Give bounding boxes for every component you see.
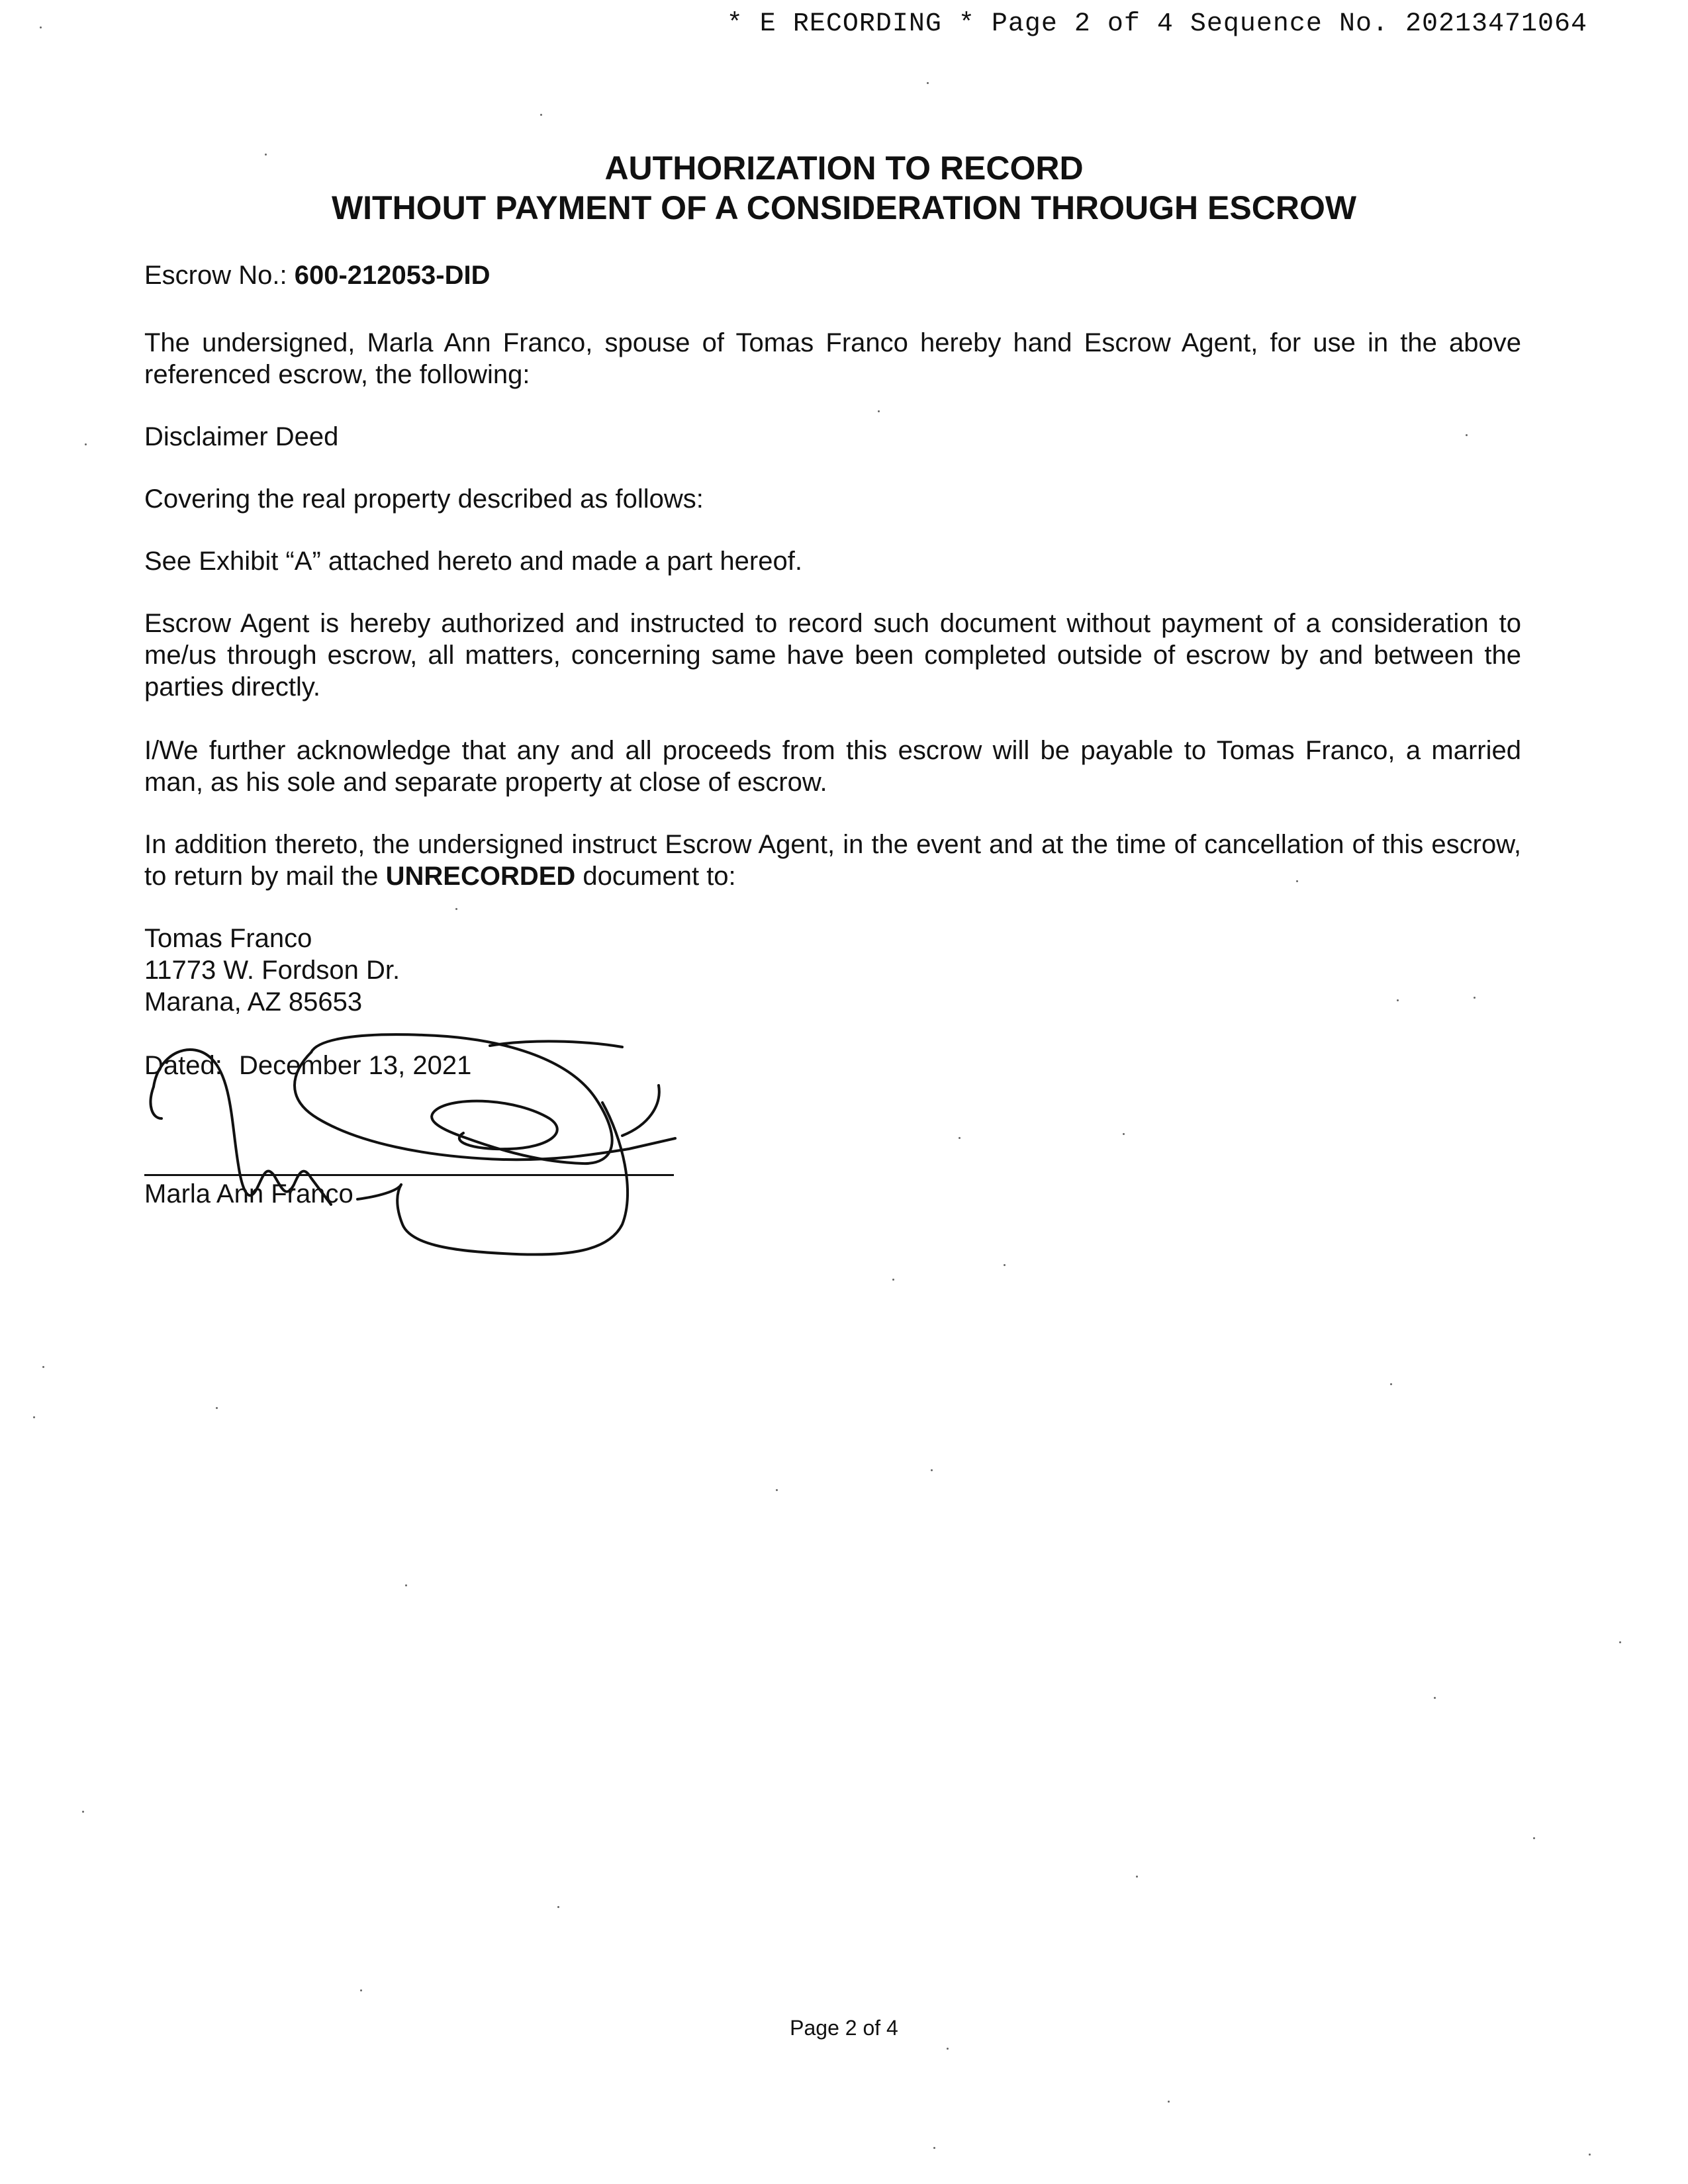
return-instructions-suffix: document to:: [575, 862, 736, 891]
exhibit-paragraph: See Exhibit “A” attached hereto and made a part hereof.: [144, 547, 802, 576]
scan-speck: [1533, 1837, 1535, 1839]
return-address-city: Marana, AZ 85653: [144, 987, 363, 1017]
scan-speck: [878, 410, 880, 412]
escrow-number-label: Escrow No.:: [144, 261, 287, 290]
scan-speck: [216, 1407, 218, 1409]
return-instructions-paragraph: [144, 829, 1521, 892]
scan-speck: [1390, 1383, 1392, 1385]
scan-speck: [1619, 1641, 1621, 1643]
return-instructions-prefix: In addition thereto, the undersigned instruct Escrow Agent, in the event and at the time of cancellation of this escrow, to return by mail the: [144, 830, 1521, 891]
scan-speck: [455, 908, 457, 910]
scan-speck: [540, 114, 542, 116]
return-address: [144, 923, 1521, 1018]
escrow-number-line: [144, 259, 1521, 291]
scan-speck: [82, 1811, 84, 1813]
scan-speck: [360, 1989, 362, 1991]
scan-speck: [959, 1137, 961, 1139]
document-title-line-1: AUTHORIZATION TO RECORD: [604, 150, 1084, 187]
scan-speck: [1296, 880, 1298, 882]
dated-value: December 13, 2021: [238, 1051, 472, 1080]
scan-speck: [776, 1489, 778, 1491]
intro-paragraph: The undersigned, Marla Ann Franco, spouse of Tomas Franco hereby hand Escrow Agent, for use in the above referenced escrow, the following:: [144, 328, 1521, 389]
scan-speck: [931, 1469, 933, 1471]
covering-paragraph: Covering the real property described as follows:: [144, 484, 704, 514]
scan-speck: [33, 1416, 35, 1418]
escrow-number-value: 600-212053-DID: [294, 261, 491, 290]
scan-speck: [892, 1279, 894, 1281]
unrecorded-emphasis: UNRECORDED: [385, 862, 576, 891]
return-address-street: 11773 W. Fordson Dr.: [144, 956, 400, 985]
scan-speck: [85, 443, 87, 445]
scan-speck: [1589, 2154, 1591, 2156]
scan-speck: [265, 154, 267, 156]
scan-speck: [42, 1366, 44, 1368]
scan-speck: [1123, 1133, 1125, 1135]
dated-label: Dated:: [144, 1051, 222, 1080]
scan-speck: [933, 2147, 935, 2149]
scan-speck: [40, 26, 42, 28]
scan-speck: [405, 1584, 407, 1586]
return-address-name: Tomas Franco: [144, 924, 312, 953]
signer-name: Marla Ann Franco: [144, 1179, 353, 1208]
scan-speck: [1168, 2101, 1170, 2103]
dated-line: [144, 1050, 1521, 1081]
scan-speck: [1397, 999, 1399, 1001]
scan-speck: [947, 2048, 949, 2050]
scan-speck: [1004, 1264, 1006, 1266]
scan-speck: [927, 82, 929, 84]
document-type: Disclaimer Deed: [144, 422, 339, 451]
recording-header: * E RECORDING * Page 2 of 4 Sequence No. 20213471064: [726, 9, 1587, 39]
scan-speck: [1136, 1876, 1138, 1878]
document-title-line-2: WITHOUT PAYMENT OF A CONSIDERATION THROUGH ESCROW: [331, 189, 1357, 226]
authorization-paragraph: Escrow Agent is hereby authorized and instructed to record such document without payment of a consideration to me/us through escrow, all matters, concerning same have been completed outside of escrow by and between the parties directly.: [144, 609, 1521, 702]
signature-line: [144, 1174, 674, 1176]
proceeds-paragraph: I/We further acknowledge that any and all proceeds from this escrow will be payable to Tomas Franco, a married man, as his sole and separate property at close of escrow.: [144, 736, 1521, 797]
page-footer: Page 2 of 4: [790, 2016, 898, 2040]
scan-speck: [557, 1906, 559, 1908]
scan-speck: [1474, 997, 1476, 999]
scan-speck: [1434, 1697, 1436, 1699]
scan-speck: [1466, 434, 1468, 436]
